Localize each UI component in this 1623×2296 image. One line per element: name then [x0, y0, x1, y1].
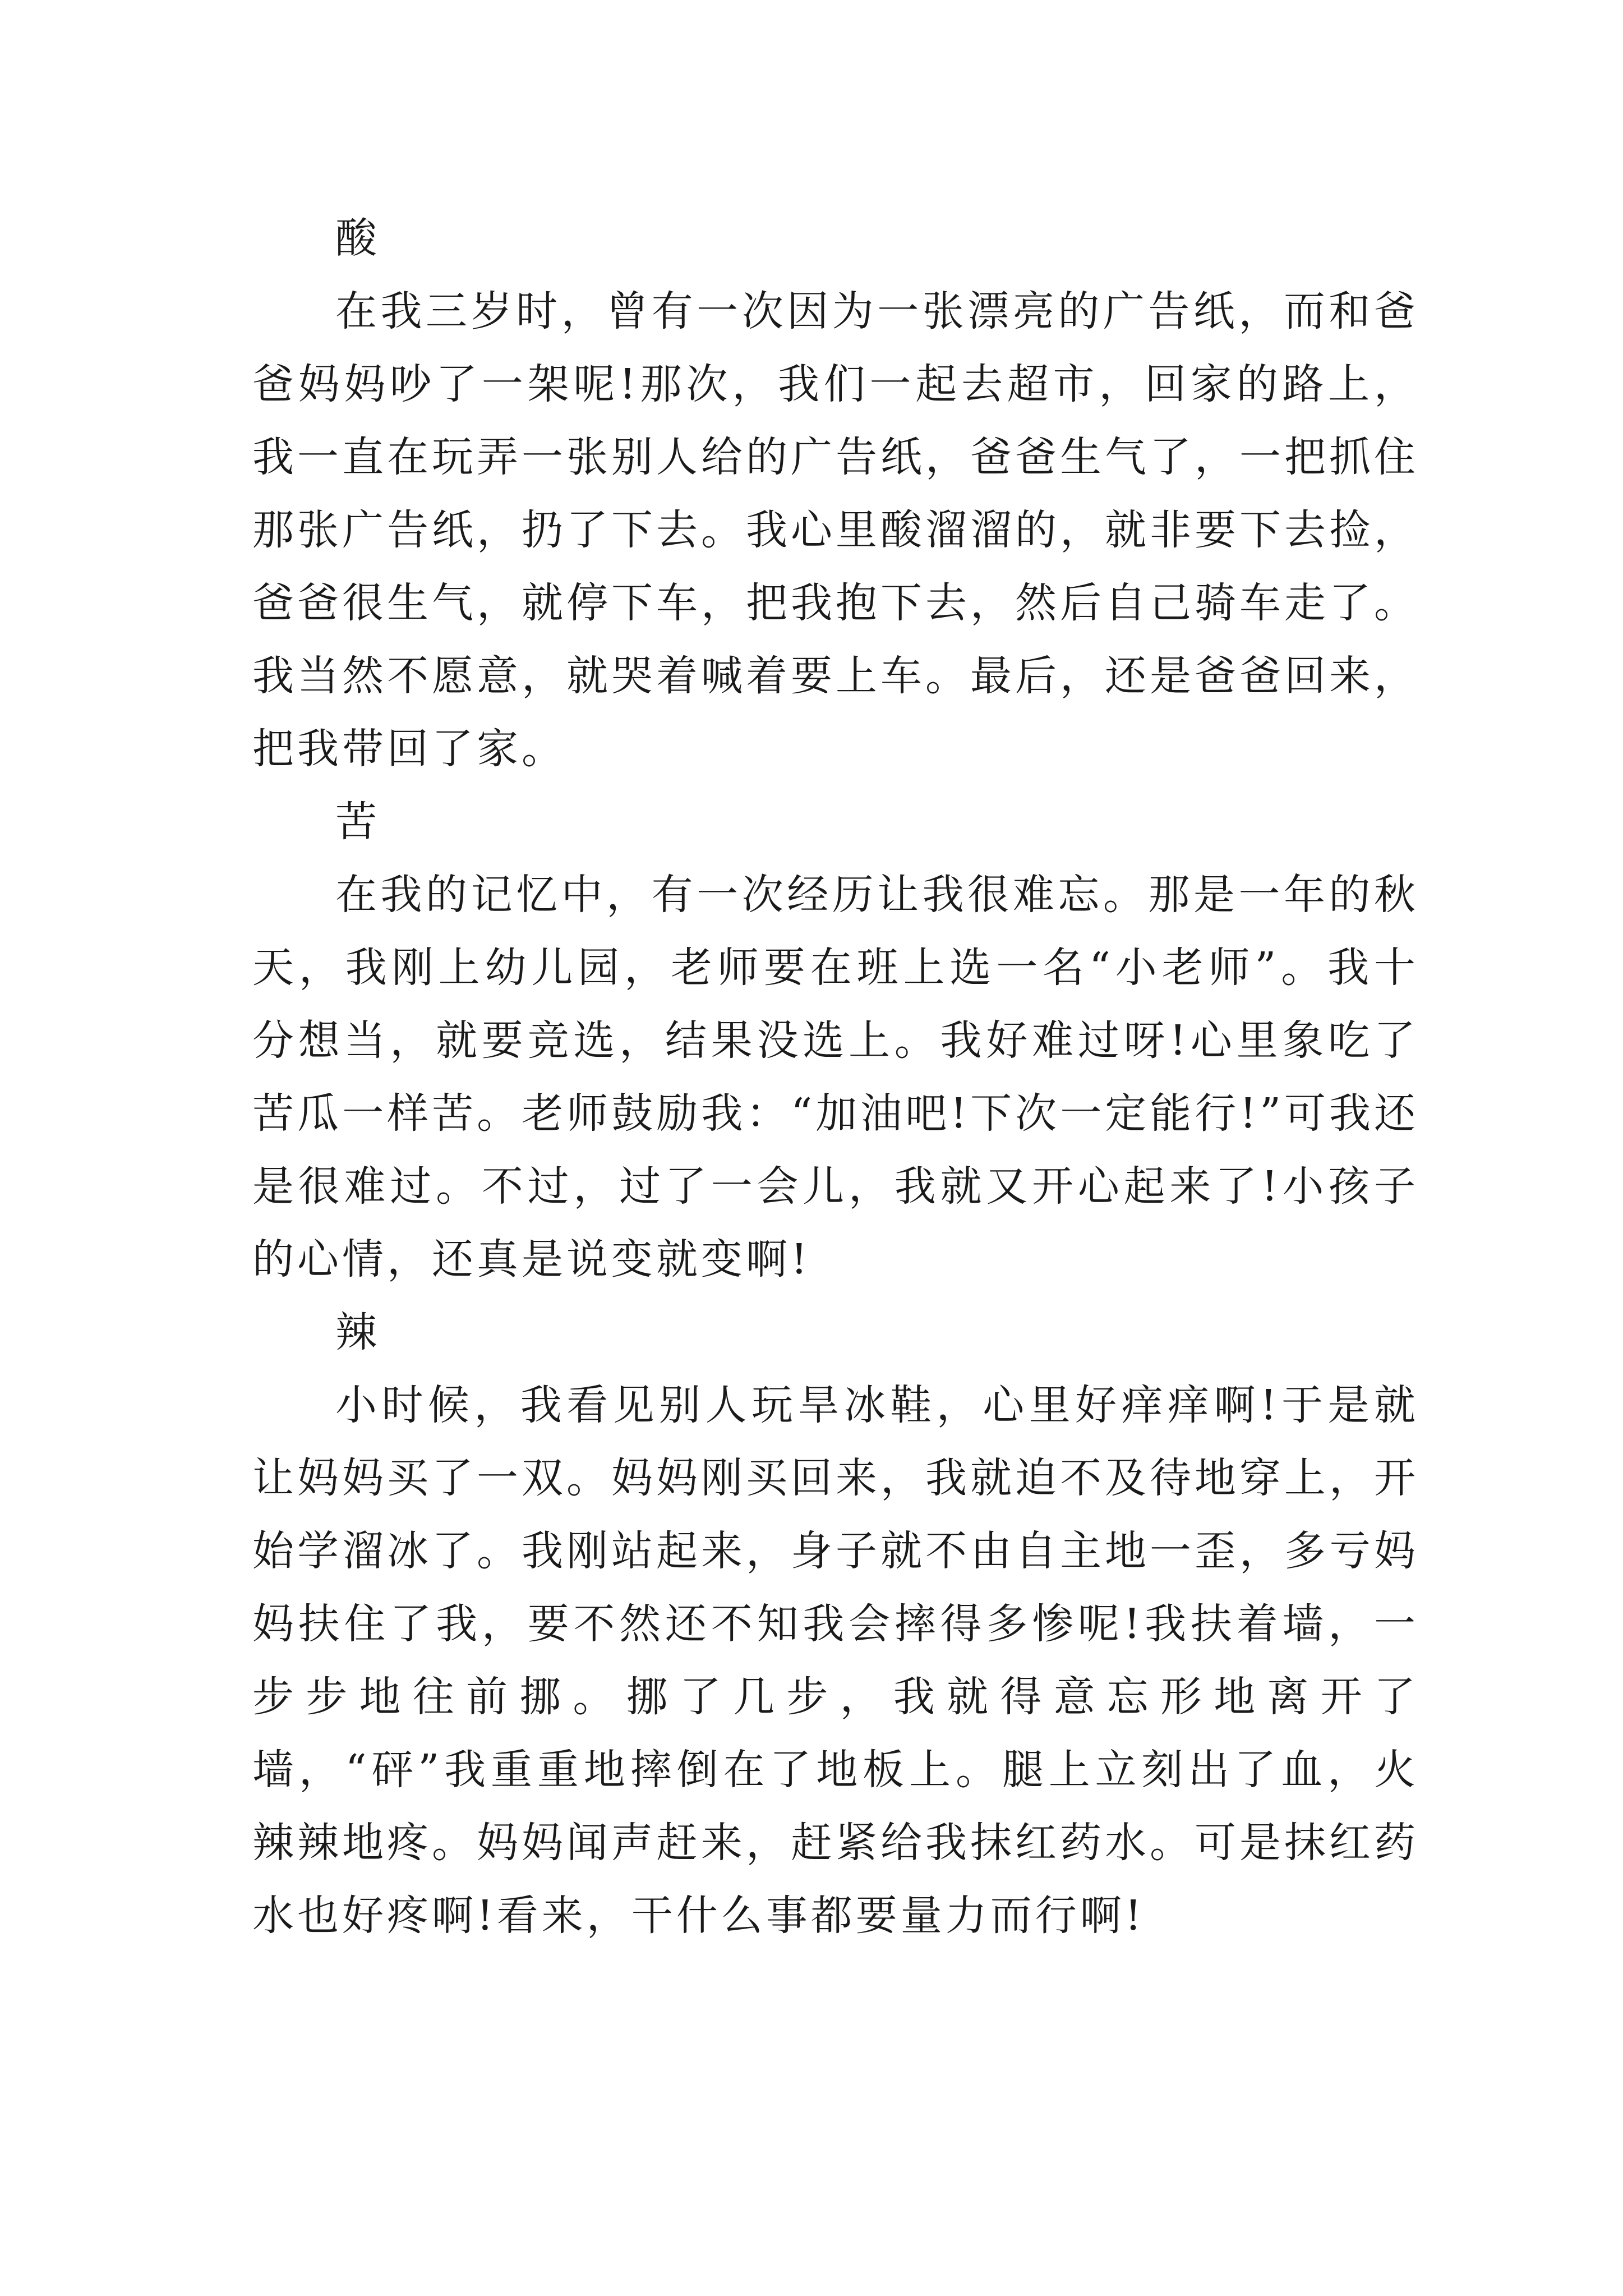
section-title: 辣	[335, 1308, 377, 1356]
section-title: 苦	[335, 798, 377, 846]
section-spicy	[252, 1296, 1419, 1952]
section-bitter	[252, 785, 1419, 1296]
section-paragraph: 小时候，我看见别人玩旱冰鞋，心里好痒痒啊!于是就让妈妈买了一双。妈妈刚买回来，我就迫不及待地穿上，开始学溜冰了。我刚站起来，身子就不由自主地一歪，多亏妈妈扶住了我，要不然还不知我会摔得多惨呢!我扶着墙，一步步地往前挪。挪了几步，我就得意忘形地离开了墙，“砰”我重重地摔倒在了地板上。腿上立刻出了血，火辣辣地疼。妈妈闻声赶来，赶紧给我抹红药水。可是抹红药水也好疼啊!看来，干什么事都要量力而行啊!	[252, 1381, 1419, 1940]
document-page	[252, 202, 1419, 1952]
section-paragraph: 在我三岁时，曾有一次因为一张漂亮的广告纸，而和爸爸妈妈吵了一架呢!那次，我们一起去超市，回家的路上，我一直在玩弄一张别人给的广告纸，爸爸生气了，一把抓住那张广告纸，扔了下去。我心里酸溜溜的，就非要下去捡，爸爸很生气，就停下车，把我抱下去，然后自己骑车走了。我当然不愿意，就哭着喊着要上车。最后，还是爸爸回来，把我带回了家。	[252, 287, 1419, 773]
section-sour	[252, 202, 1419, 785]
section-paragraph: 在我的记忆中，有一次经历让我很难忘。那是一年的秋天，我刚上幼儿园，老师要在班上选一名“小老师”。我十分想当，就要竞选，结果没选上。我好难过呀!心里象吃了苦瓜一样苦。老师鼓励我：“加油吧!下次一定能行!”可我还是很难过。不过，过了一会儿，我就又开心起来了!小孩子的心情，还真是说变就变啊!	[252, 871, 1419, 1283]
section-title: 酸	[335, 214, 377, 263]
